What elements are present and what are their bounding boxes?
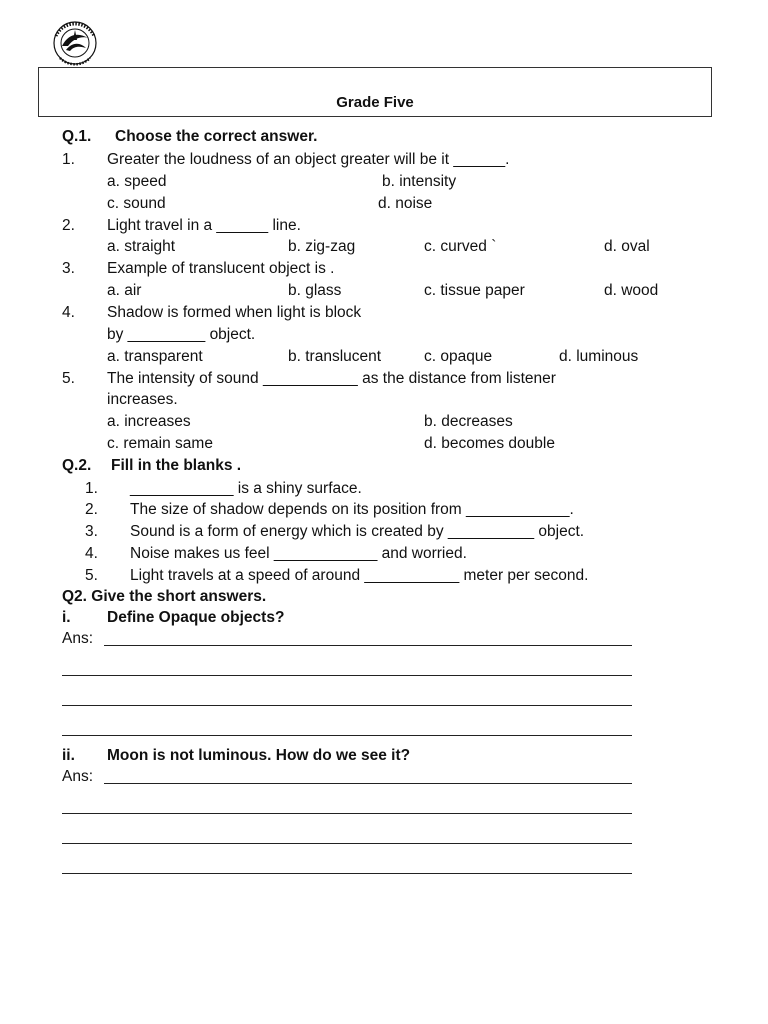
answer-line[interactable]	[62, 735, 632, 736]
q2-heading: Fill in the blanks .	[111, 457, 242, 474]
q3-question: Moon is not luminous. How do we see it?	[107, 747, 411, 764]
option: d. oval	[604, 238, 650, 255]
q3-item-number: i.	[62, 609, 71, 626]
q1-item-text-cont: by _________ object.	[107, 326, 256, 343]
page-title: Grade Five	[336, 94, 414, 111]
option: a. air	[107, 282, 142, 299]
q1-item-number: 3.	[62, 260, 75, 277]
ans-label: Ans:	[62, 630, 94, 647]
q1-item-text-cont: increases.	[107, 391, 178, 408]
option: c. opaque	[424, 348, 493, 365]
q1-item-text: The intensity of sound ___________ as the distance from listener	[107, 370, 556, 387]
q3-item-number: ii.	[62, 747, 75, 764]
option: b. glass	[288, 282, 342, 299]
q2-number: Q.2.	[62, 457, 92, 474]
answer-line[interactable]	[62, 873, 632, 874]
option: c. sound	[107, 195, 166, 212]
q1-item-text: Light travel in a ______ line.	[107, 217, 301, 234]
option: a. increases	[107, 413, 191, 430]
option: c. remain same	[107, 435, 213, 452]
q1-number: Q.1.	[62, 128, 92, 145]
q1-item-text: Greater the loudness of an object greater will be it ______.	[107, 151, 510, 168]
q2-item-number: 5.	[85, 567, 98, 584]
option: b. decreases	[424, 413, 513, 430]
q2-item-number: 2.	[85, 501, 98, 518]
q1-item-number: 1.	[62, 151, 75, 168]
option: a. straight	[107, 238, 176, 255]
option: c. curved `	[424, 238, 497, 255]
option: a. speed	[107, 173, 167, 190]
q2-item-text: Light travels at a speed of around ___________ meter per second.	[130, 567, 589, 584]
option: b. zig-zag	[288, 238, 356, 255]
answer-line[interactable]	[62, 843, 632, 844]
q2-item-text: Noise makes us feel ____________ and worried.	[130, 545, 467, 562]
option: c. tissue paper	[424, 282, 525, 299]
school-logo	[44, 20, 106, 66]
q3-question: Define Opaque objects?	[107, 609, 285, 626]
q3-heading: Q2. Give the short answers.	[62, 588, 267, 605]
answer-line[interactable]	[104, 645, 632, 646]
answer-line[interactable]	[104, 783, 632, 784]
q2-item-number: 3.	[85, 523, 98, 540]
option: d. luminous	[559, 348, 639, 365]
q1-item-number: 4.	[62, 304, 75, 321]
option: b. intensity	[382, 173, 457, 190]
option: d. noise	[378, 195, 433, 212]
q1-item-text: Shadow is formed when light is block	[107, 304, 362, 321]
header-box	[38, 67, 712, 117]
ans-label: Ans:	[62, 768, 94, 785]
q2-item-number: 4.	[85, 545, 98, 562]
option: b. translucent	[288, 348, 382, 365]
q2-item-number: 1.	[85, 480, 98, 497]
option: a. transparent	[107, 348, 203, 365]
q1-item-number: 5.	[62, 370, 75, 387]
option: d. wood	[604, 282, 659, 299]
answer-line[interactable]	[62, 675, 632, 676]
q2-item-text: ____________ is a shiny surface.	[130, 480, 362, 497]
answer-line[interactable]	[62, 813, 632, 814]
q2-item-text: The size of shadow depends on its position from ____________.	[130, 501, 574, 518]
q2-item-text: Sound is a form of energy which is created by __________ object.	[130, 523, 585, 540]
option: d. becomes double	[424, 435, 555, 452]
answer-line[interactable]	[62, 705, 632, 706]
q1-item-text: Example of translucent object is .	[107, 260, 335, 277]
q1-heading: Choose the correct answer.	[115, 128, 318, 145]
q1-item-number: 2.	[62, 217, 75, 234]
